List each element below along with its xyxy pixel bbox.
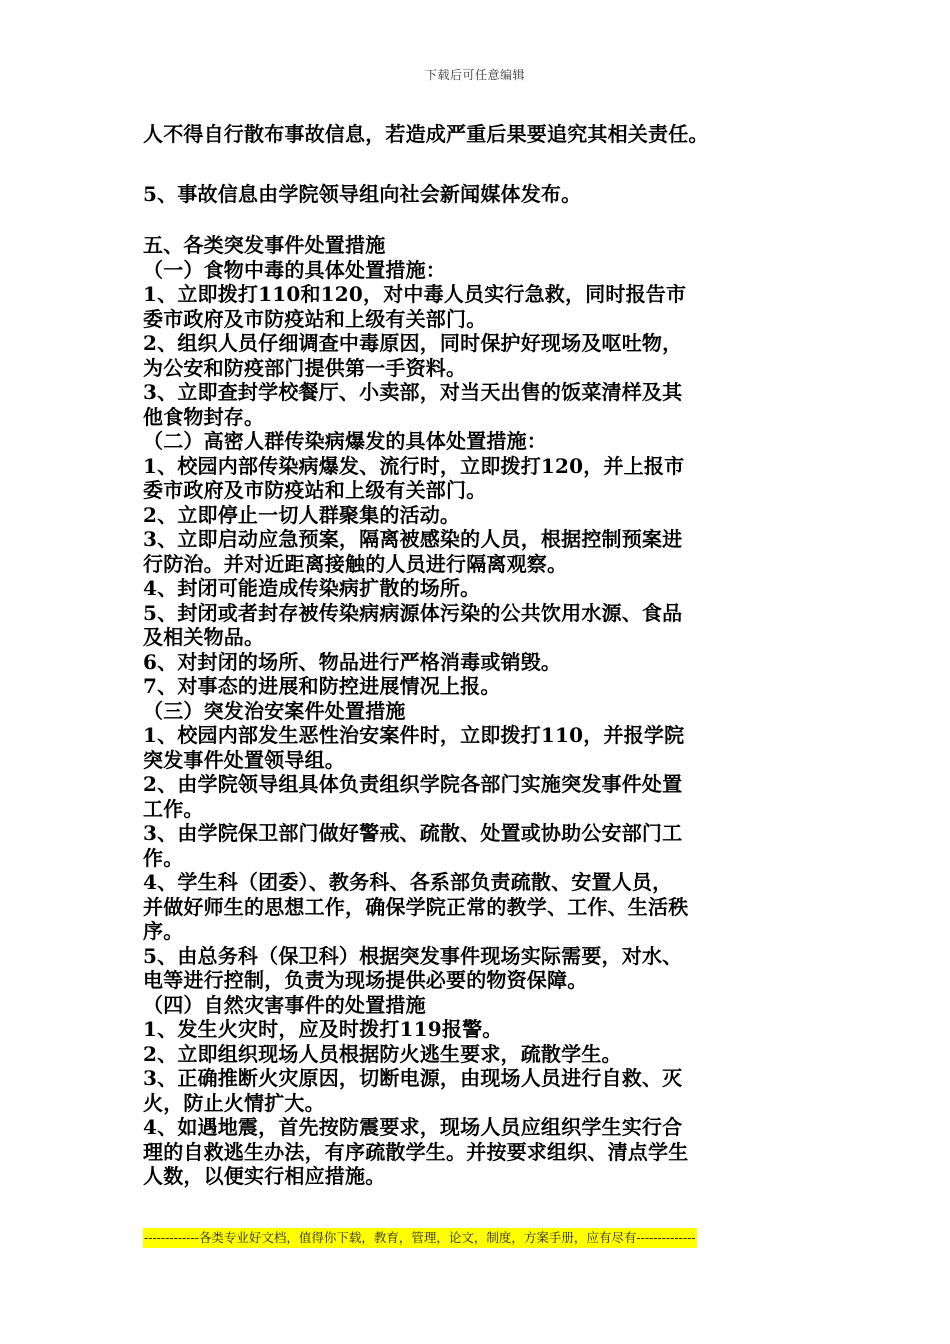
text-line: 并做好师生的思想工作，确保学院正常的教学、工作、生活秩 xyxy=(143,894,689,919)
text-line: 1、校园内部发生恶性治安案件时，立即拨打110，并报学院 xyxy=(143,723,685,747)
text-line: 及相关物品。 xyxy=(143,625,265,649)
text-line: 2、立即组织现场人员根据防火逃生要求，疏散学生。 xyxy=(143,1041,622,1066)
section-heading: 五、各类突发事件处置措施 xyxy=(143,233,386,257)
text-line: 委市政府及市防疫站和上级有关部门。 xyxy=(143,478,487,502)
text-line: 5、事故信息由学院领导组向社会新闻媒体发布。 xyxy=(143,181,582,206)
text-line: 7、对事态的进展和防控进展情况上报。 xyxy=(143,674,501,698)
text-line: 4、如遇地震，首先按防震要求，现场人员应组织学生实行合 xyxy=(143,1115,683,1139)
subsection-heading: （四）自然灾害事件的处置措施 xyxy=(143,992,426,1017)
text-line: 为公安和防疫部门提供第一手资料。 xyxy=(143,355,467,380)
paragraph-gap xyxy=(143,206,813,233)
subsection-heading: （二）高密人群传染病爆发的具体处置措施： xyxy=(143,429,547,453)
text-line: 4、封闭可能造成传染病扩散的场所。 xyxy=(143,576,481,600)
text-line: 3、立即查封学校餐厅、小卖部，对当天出售的饭菜清样及其 xyxy=(143,380,683,404)
text-line: 1、发生火灾时，应及时拨打119报警。 xyxy=(143,1017,503,1041)
text-line: 5、由总务科（保卫科）根据突发事件现场实际需要，对水、 xyxy=(143,943,683,968)
text-line: 火，防止火情扩大。 xyxy=(143,1090,325,1115)
text-line: 序。 xyxy=(143,919,184,943)
text-line: 理的自救逃生办法，有序疏散学生。并按要求组织、清点学生 xyxy=(143,1139,689,1164)
text-line: 电等进行控制，负责为现场提供必要的物资保障。 xyxy=(143,968,588,992)
text-line: 他食物封存。 xyxy=(143,404,265,429)
text-line: 委市政府及市防疫站和上级有关部门。 xyxy=(143,306,487,331)
page-header: 下载后可任意编辑 xyxy=(424,68,525,82)
text-line: 2、组织人员仔细调查中毒原因，同时保护好现场及呕吐物， xyxy=(143,331,683,355)
text-line: 3、立即启动应急预案，隔离被感染的人员，根据控制预案进 xyxy=(143,527,683,551)
text-line: 突发事件处置领导组。 xyxy=(143,747,345,772)
text-line: 5、封闭或者封存被传染病病源体污染的公共饮用水源、食品 xyxy=(143,600,683,625)
text-line: 人数，以便实行相应措施。 xyxy=(143,1164,386,1188)
document-body xyxy=(143,122,813,1189)
subsection-heading: （三）突发治安案件处置措施 xyxy=(143,698,406,723)
paragraph-gap xyxy=(143,147,813,182)
footer-banner: -------------各类专业好文档，值得你下载，教育，管理，论文，制度，方案手册，应有尽有-------------- xyxy=(143,1228,697,1248)
text-line: 3、由学院保卫部门做好警戒、疏散、处置或协助公安部门工 xyxy=(143,821,683,845)
subsection-heading: （一）食物中毒的具体处置措施： xyxy=(143,257,446,282)
text-line: 3、正确推断火灾原因，切断电源，由现场人员进行自救、灭 xyxy=(143,1066,683,1090)
text-line: 6、对封闭的场所、物品进行严格消毒或销毁。 xyxy=(143,649,562,674)
text-line: 2、立即停止一切人群聚集的活动。 xyxy=(143,502,461,527)
text-line: 人不得自行散布事故信息，若造成严重后果要追究其相关责任。 xyxy=(143,122,709,146)
text-line: 2、由学院领导组具体负责组织学院各部门实施突发事件处置 xyxy=(143,772,683,796)
text-line: 4、学生科（团委）、教务科、各系部负责疏散、安置人员， xyxy=(143,870,673,894)
text-line: 工作。 xyxy=(143,796,204,821)
text-line: 行防治。并对近距离接触的人员进行隔离观察。 xyxy=(143,551,568,576)
text-line: 1、立即拨打110和120，对中毒人员实行急救，同时报告市 xyxy=(143,282,687,306)
text-line: 1、校园内部传染病爆发、流行时，立即拨打120，并上报市 xyxy=(143,453,685,478)
text-line: 作。 xyxy=(143,845,184,870)
